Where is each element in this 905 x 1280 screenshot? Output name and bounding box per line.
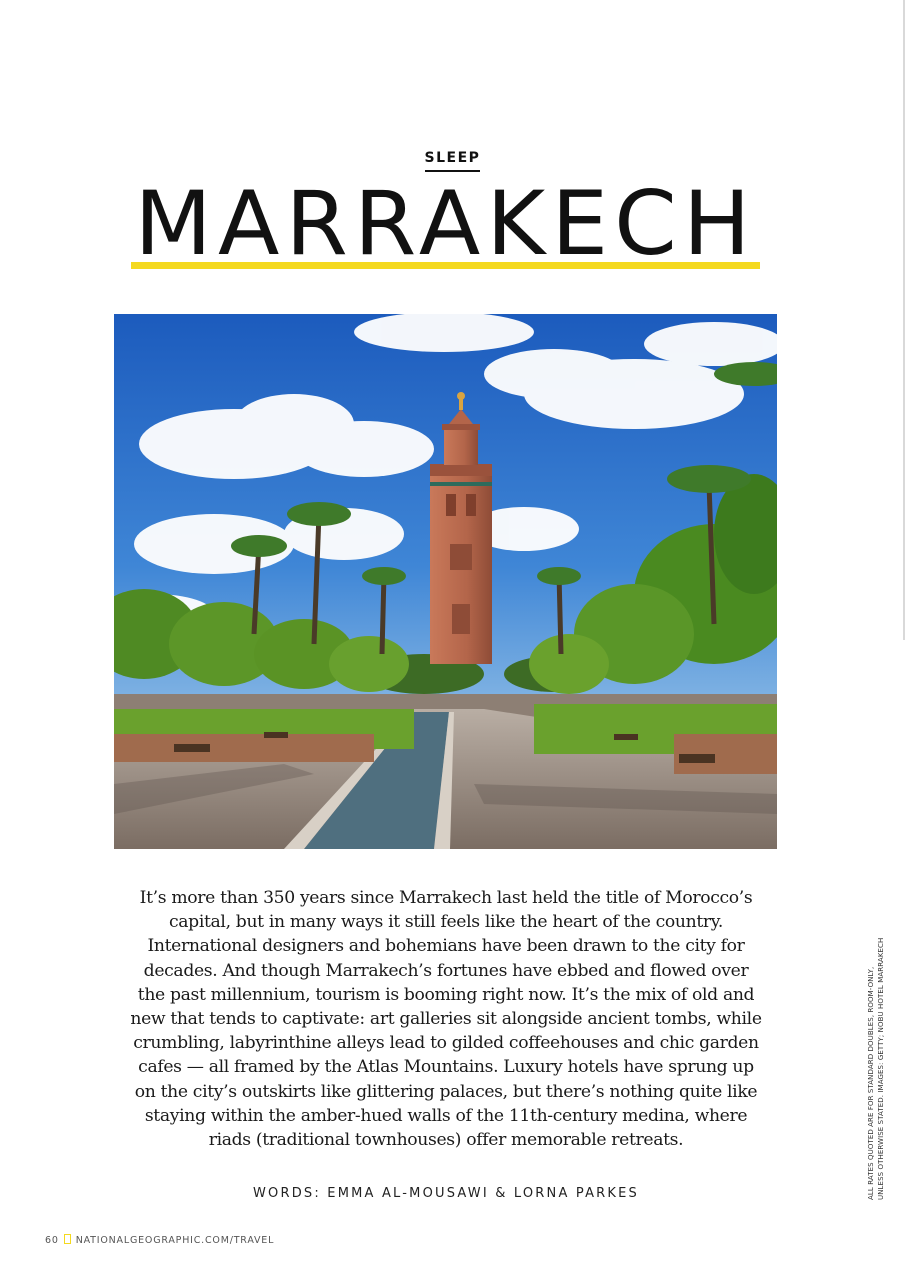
body-line: staying within the amber-hued walls of the 11th-century medina, where bbox=[144, 1105, 748, 1126]
body-line: the past millennium, tourism is booming right now. It’s the mix of old and bbox=[137, 984, 755, 1005]
yellow-border-icon bbox=[64, 1234, 71, 1244]
photo-credits bbox=[866, 938, 886, 1200]
title-block bbox=[131, 172, 760, 275]
body-line: International designers and bohemians have been drawn to the city for bbox=[147, 936, 745, 957]
body-line: crumbling, labyrinthine alleys lead to gilded coffeehouses and chic garden bbox=[133, 1033, 759, 1054]
byline: WORDS: EMMA AL-MOUSAWI & LORNA PARKES bbox=[252, 1186, 639, 1201]
page-title: MARRAKECH bbox=[134, 172, 757, 275]
body-line: cafes — all framed by the Atlas Mountains. Luxury hotels have sprung up bbox=[138, 1057, 754, 1078]
body-line: decades. And though Marrakech’s fortunes have ebbed and flowed over bbox=[143, 960, 749, 981]
section-label-text: SLEEP bbox=[425, 150, 481, 172]
footer-url[interactable]: NATIONALGEOGRAPHIC.COM/TRAVEL bbox=[75, 1235, 275, 1246]
body-text bbox=[118, 886, 774, 1152]
credit-line: UNLESS OTHERWISE STATED. IMAGES: GETTY; NOBU HOTEL MARRAKECH bbox=[877, 937, 885, 1200]
body-line: It’s more than 350 years since Marrakech last held the title of Morocco’s bbox=[139, 888, 753, 908]
body-line: new that tends to captivate: art galleries sit alongside ancient tombs, while bbox=[130, 1009, 762, 1030]
page-footer bbox=[45, 1234, 274, 1246]
section-label bbox=[0, 150, 905, 166]
hero-photo bbox=[114, 314, 777, 849]
credit-line: ALL RATES QUOTED ARE FOR STANDARD DOUBLES, ROOM-ONLY, bbox=[867, 966, 875, 1200]
body-line: riads (traditional townhouses) offer memorable retreats. bbox=[208, 1130, 684, 1151]
body-line: on the city’s outskirts like glittering palaces, but there’s nothing quite like bbox=[134, 1081, 758, 1102]
body-line: capital, but in many ways it still feels like the heart of the country. bbox=[169, 912, 723, 933]
page-number: 60 bbox=[45, 1235, 59, 1246]
